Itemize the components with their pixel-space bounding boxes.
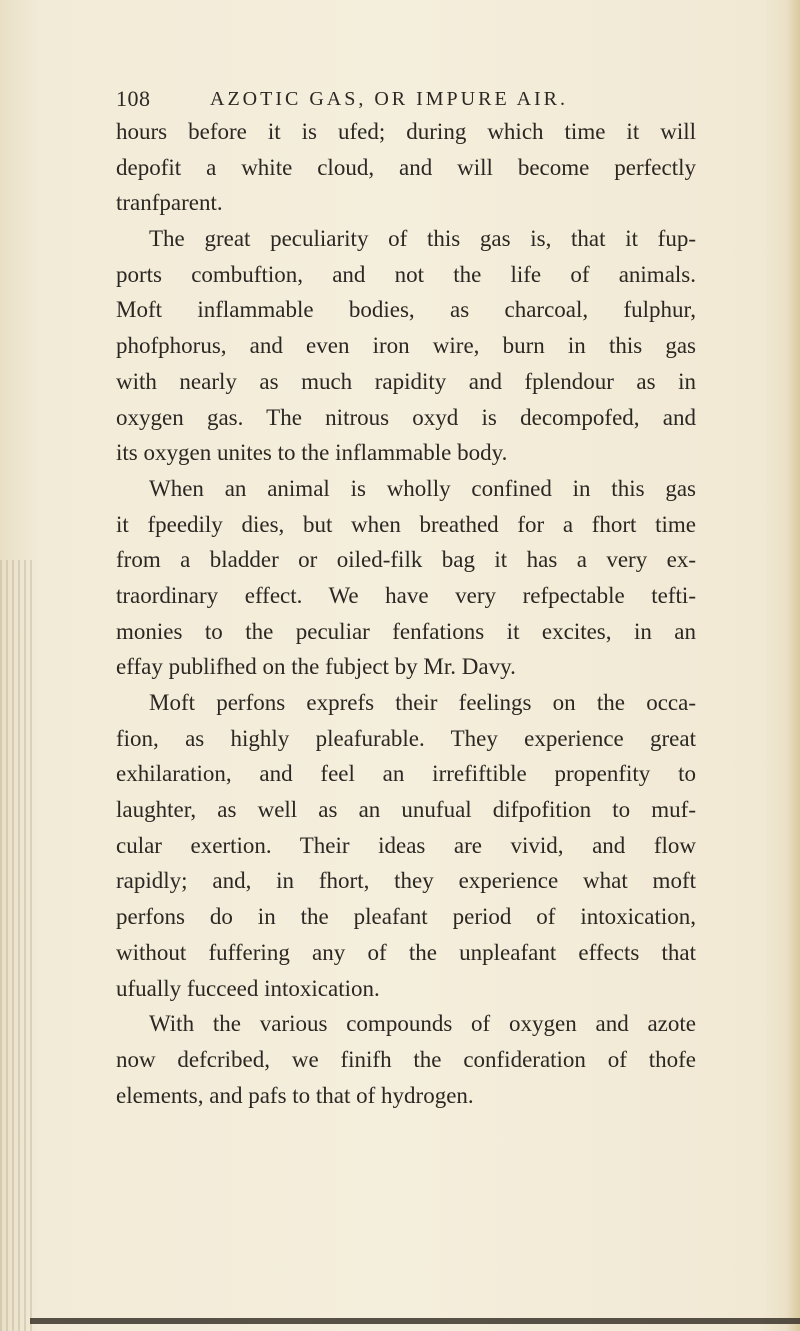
text-line: phofphorus, and even iron wire, burn in this gas xyxy=(116,333,696,359)
text-line: fion, as highly pleafurable. They experience great xyxy=(116,725,696,751)
text-line: Moft perfons exprefs their feelings on the occa- xyxy=(149,690,696,715)
running-head: AZOTIC GAS, OR IMPURE AIR. xyxy=(210,88,569,110)
text-line: tranfparent. xyxy=(116,190,223,216)
text-line: ufually fucceed intoxication. xyxy=(116,975,380,1001)
text-line: with nearly as much rapidity and fplendour as in xyxy=(116,368,696,394)
text-line: traordinary effect. We have very refpectable tefti- xyxy=(116,582,696,608)
text-line: ports combuftion, and not the life of animals. xyxy=(116,261,696,287)
text-line: Moft inflammable bodies, as charcoal, fulphur, xyxy=(116,297,696,323)
text-line: without fuffering any of the unpleafant effects that xyxy=(116,939,696,965)
text-line: When an animal is wholly confined in this gas xyxy=(149,475,696,501)
text-line: hours before it is ufed; during which time it will xyxy=(116,119,696,144)
text-line: effay publifhed on the fubject by Mr. Davy. xyxy=(116,654,516,680)
text-line: its oxygen unites to the inflammable body. xyxy=(116,440,508,466)
text-line: oxygen gas. The nitrous oxyd is decompofed, and xyxy=(116,404,696,430)
binding-gutter xyxy=(0,560,36,1331)
text-line: from a bladder or oiled-filk bag it has a very ex- xyxy=(116,547,696,573)
page-edge xyxy=(786,0,800,1331)
text-line: laughter, as well as an unufual difpofition to muf- xyxy=(116,797,696,823)
text-line: exhilaration, and feel an irrefiftible propenfity to xyxy=(116,761,696,787)
text-line: The great peculiarity of this gas is, that it fup- xyxy=(149,226,696,252)
text-line: it fpeedily dies, but when breathed for a fhort time xyxy=(116,511,696,537)
page-header xyxy=(116,86,636,116)
text-line: With the various compounds of oxygen and azote xyxy=(149,1011,696,1037)
text-line: perfons do in the pleafant period of intoxication, xyxy=(116,904,696,930)
page-number: 108 xyxy=(116,86,151,111)
text-line: depofit a white cloud, and will become perfectly xyxy=(116,154,696,180)
text-line: now defcribed, we finifh the confideration of thofe xyxy=(116,1046,696,1072)
body-text xyxy=(116,114,696,1113)
text-line: elements, and pafs to that of hydrogen. xyxy=(116,1082,474,1108)
text-line: monies to the peculiar fenfations it excites, in an xyxy=(116,618,696,644)
text-line: cular exertion. Their ideas are vivid, and flow xyxy=(116,832,696,858)
text-line: rapidly; and, in fhort, they experience what moft xyxy=(116,868,696,894)
bottom-edge-rule xyxy=(30,1318,800,1324)
